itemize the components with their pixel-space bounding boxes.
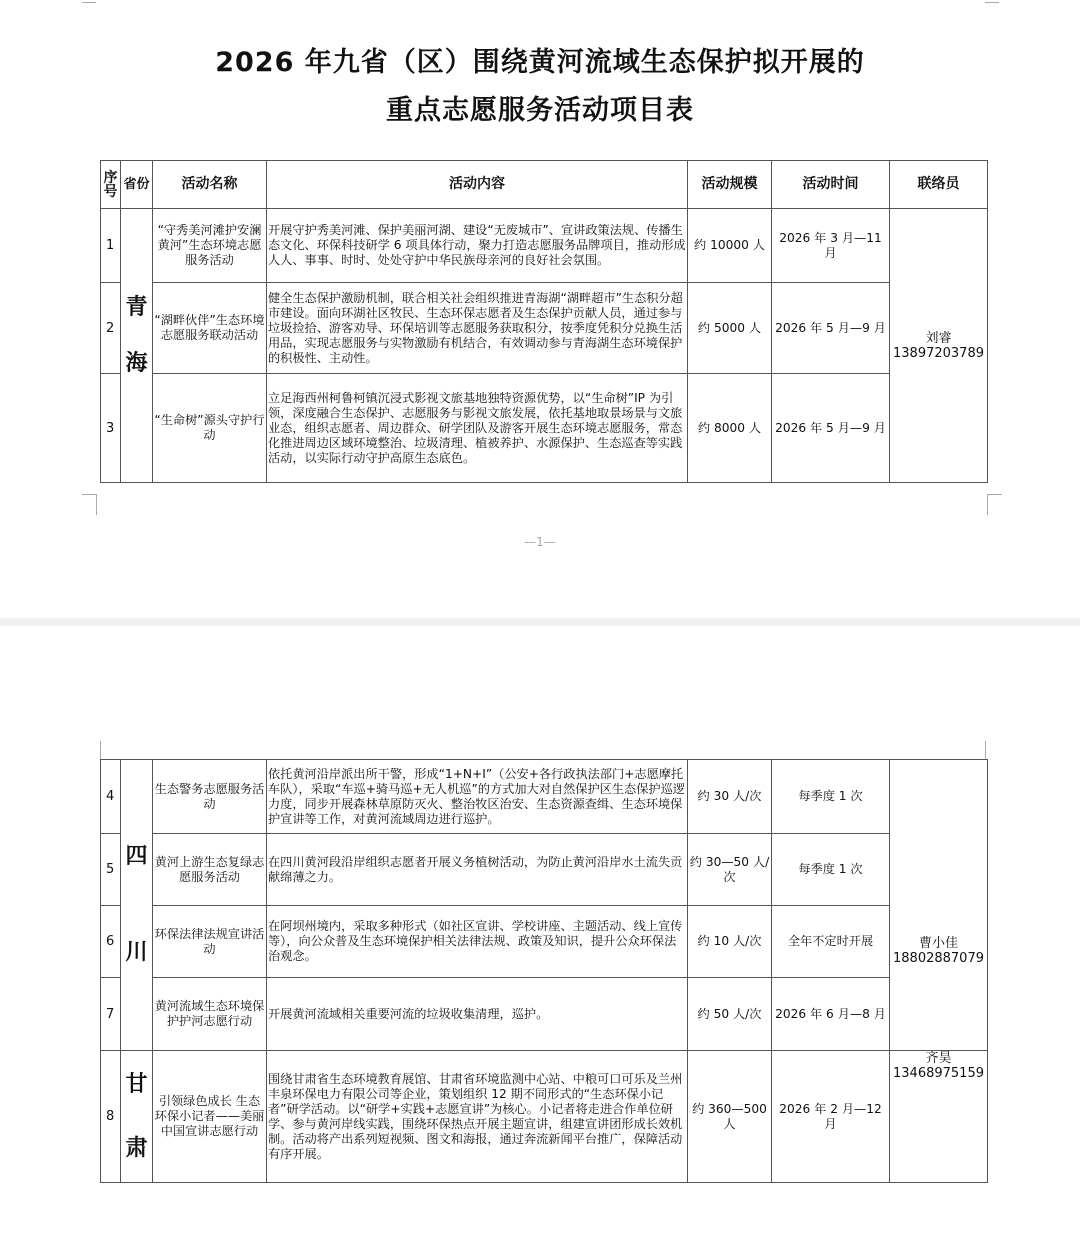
table-row xyxy=(101,374,988,483)
activity-time: 2026 年 5 月—9 月 xyxy=(772,283,890,374)
activity-name: 黄河上游生态复绿志愿服务活动 xyxy=(153,834,267,906)
document-title-line-1: 2026 年九省（区）围绕黄河流域生态保护拟开展的 xyxy=(215,47,865,78)
province-char: 肃 xyxy=(125,1135,148,1161)
province-char: 川 xyxy=(125,940,148,965)
activity-scale: 约 8000 人 xyxy=(688,374,772,483)
document-title-line-2: 重点志愿服务活动项目表 xyxy=(386,95,694,126)
province-gansu xyxy=(121,1051,153,1183)
province-char: 海 xyxy=(125,350,148,376)
activity-table-page-2 xyxy=(100,759,988,1183)
activity-time: 每季度 1 次 xyxy=(772,834,890,906)
province-char: 青 xyxy=(125,294,148,320)
table-row xyxy=(101,906,988,978)
activity-content: 开展黄河流域相关重要河流的垃圾收集清理，巡护。 xyxy=(267,978,688,1051)
row-seq: 3 xyxy=(101,374,121,483)
page-corner-mark xyxy=(100,741,115,759)
contact-name: 曹小佳 xyxy=(918,936,958,951)
activity-time: 2026 年 3 月—11 月 xyxy=(772,209,890,283)
contact-phone: 13468975159 xyxy=(893,1066,984,1081)
province-char: 四 xyxy=(125,844,148,869)
page-number: —1— xyxy=(524,535,556,549)
contact-qinghai xyxy=(890,209,988,483)
row-seq: 6 xyxy=(101,906,121,978)
header-content: 活动内容 xyxy=(267,161,688,209)
activity-content: 依托黄河沿岸派出所干警，形成“1+N+I”（公安+各行政执法部门+志愿摩托车队），采取“车巡+骑马巡+无人机巡”的方式加大对自然保护区生态保护巡逻力度，同步开展森林草原防灭火、整治牧区治安、生态资源查缉、生态环境保护宣讲等工作，对黄河流域周边进行巡护。 xyxy=(267,760,688,834)
activity-name: 环保法律法规宣讲活动 xyxy=(153,906,267,978)
table-row xyxy=(101,1051,988,1183)
activity-time: 2026 年 5 月—9 月 xyxy=(772,374,890,483)
contact-phone: 13897203789 xyxy=(893,345,984,361)
header-name: 活动名称 xyxy=(153,161,267,209)
activity-content: 开展守护秀美河滩、保护美丽河湖、建设“无废城市”、宣讲政策法规、传播生态文化、环保科技研学 6 项具体行动，聚力打造志愿服务品牌项目，推动形成人人、事事、时时、处处守护中华民族母亲河的良好社会氛围。 xyxy=(267,209,688,283)
contact-gansu xyxy=(890,1051,988,1183)
activity-table-page-1 xyxy=(100,160,988,483)
activity-name: 引领绿色成长 生态环保小记者——美丽中国宣讲志愿行动 xyxy=(153,1051,267,1183)
header-contact: 联络员 xyxy=(890,161,988,209)
contact-phone: 18802887079 xyxy=(893,951,984,966)
document-page-1 xyxy=(0,0,1080,618)
page-corner-mark xyxy=(82,0,96,3)
province-char: 甘 xyxy=(125,1071,148,1097)
activity-content: 立足海西州柯鲁柯镇沉浸式影视文旅基地独特资源优势，以“生命树”IP 为引领，深度融合生态保护、志愿服务与影视文旅发展，依托基地取景场景与文旅业态，组织志愿者、周边群众、研学团队及游客开展生态环境志愿服务，常态化推进周边区域环境整治、垃圾清理、植被养护、水源保护、生态巡查等实践活动，以实际行动守护高原生态底色。 xyxy=(267,374,688,483)
page-corner-mark xyxy=(985,741,1000,759)
activity-time: 2026 年 2 月—12 月 xyxy=(772,1051,890,1183)
table-header-row xyxy=(101,161,988,209)
activity-scale: 约 30 人/次 xyxy=(688,760,772,834)
activity-name: 黄河流域生态环境保护护河志愿行动 xyxy=(153,978,267,1051)
activity-content: 健全生态保护激励机制，联合相关社会组织推进青海湖“湖畔超市”生态积分超市建设。面向环湖社区牧民、生态环保志愿者及生态保护贡献人员，通过参与垃圾捡拾、游客劝导、环保培训等志愿服务获取积分，按季度凭积分兑换生活用品，实现志愿服务与实物激励有机结合，有效调动参与青海湖生态环境保护的积极性、主动性。 xyxy=(267,283,688,374)
activity-time: 每季度 1 次 xyxy=(772,760,890,834)
table-row xyxy=(101,283,988,374)
row-seq: 5 xyxy=(101,834,121,906)
activity-scale: 约 50 人/次 xyxy=(688,978,772,1051)
row-seq: 2 xyxy=(101,283,121,374)
activity-scale: 约 360—500 人 xyxy=(688,1051,772,1183)
contact-name: 刘睿 xyxy=(925,330,952,346)
activity-name: “湖畔伙伴”生态环境志愿服务联动活动 xyxy=(153,283,267,374)
row-seq: 8 xyxy=(101,1051,121,1183)
activity-scale: 约 10000 人 xyxy=(688,209,772,283)
activity-name: “生命树”源头守护行动 xyxy=(153,374,267,483)
page-corner-mark xyxy=(82,494,97,515)
province-qinghai xyxy=(121,209,153,483)
header-scale: 活动规模 xyxy=(688,161,772,209)
activity-time: 2026 年 6 月—8 月 xyxy=(772,978,890,1051)
table-row xyxy=(101,978,988,1051)
table-row xyxy=(101,760,988,834)
activity-scale: 约 30—50 人/次 xyxy=(688,834,772,906)
activity-content: 在四川黄河段沿岸组织志愿者开展义务植树活动，为防止黄河沿岸水土流失贡献绵薄之力。 xyxy=(267,834,688,906)
header-province: 省份 xyxy=(121,161,153,209)
row-seq: 4 xyxy=(101,760,121,834)
activity-name: “守秀美河滩护安澜黄河”生态环境志愿服务活动 xyxy=(153,209,267,283)
table-row xyxy=(101,209,988,283)
page-corner-mark xyxy=(985,0,999,3)
contact-name: 齐昊 xyxy=(925,1051,952,1066)
activity-scale: 约 5000 人 xyxy=(688,283,772,374)
activity-time: 全年不定时开展 xyxy=(772,906,890,978)
activity-name: 生态警务志愿服务活动 xyxy=(153,760,267,834)
province-sichuan xyxy=(121,760,153,1051)
activity-content: 在阿坝州境内，采取多种形式（如社区宣讲、学校讲座、主题活动、线上宣传等），向公众普及生态环境保护相关法律法规、政策及知识，提升公众环保法治观念。 xyxy=(267,906,688,978)
activity-scale: 约 10 人/次 xyxy=(688,906,772,978)
page-corner-mark xyxy=(987,494,1002,515)
page-separator xyxy=(0,618,1080,626)
contact-sichuan xyxy=(890,760,988,1051)
document-page-2 xyxy=(0,626,1080,1247)
activity-content: 围绕甘肃省生态环境教育展馆、甘肃省环境监测中心站、中粮可口可乐及兰州丰泉环保电力有限公司等企业，策划组织 12 期不同形式的“生态环保小记者”研学活动。以“研学+实践+志愿宣讲”为核心。小记者将走进合作单位研学、参与黄河岸线实践，围绕环保热点开展主题宣讲，组建宣讲团形成长效机制。活动将产出系列短视频、图文和海报，通过奔流新闻平台推广，保障活动有序开展。 xyxy=(267,1051,688,1183)
header-time: 活动时间 xyxy=(772,161,890,209)
table-row xyxy=(101,834,988,906)
row-seq: 1 xyxy=(101,209,121,283)
header-seq: 序号 xyxy=(101,161,121,209)
row-seq: 7 xyxy=(101,978,121,1051)
